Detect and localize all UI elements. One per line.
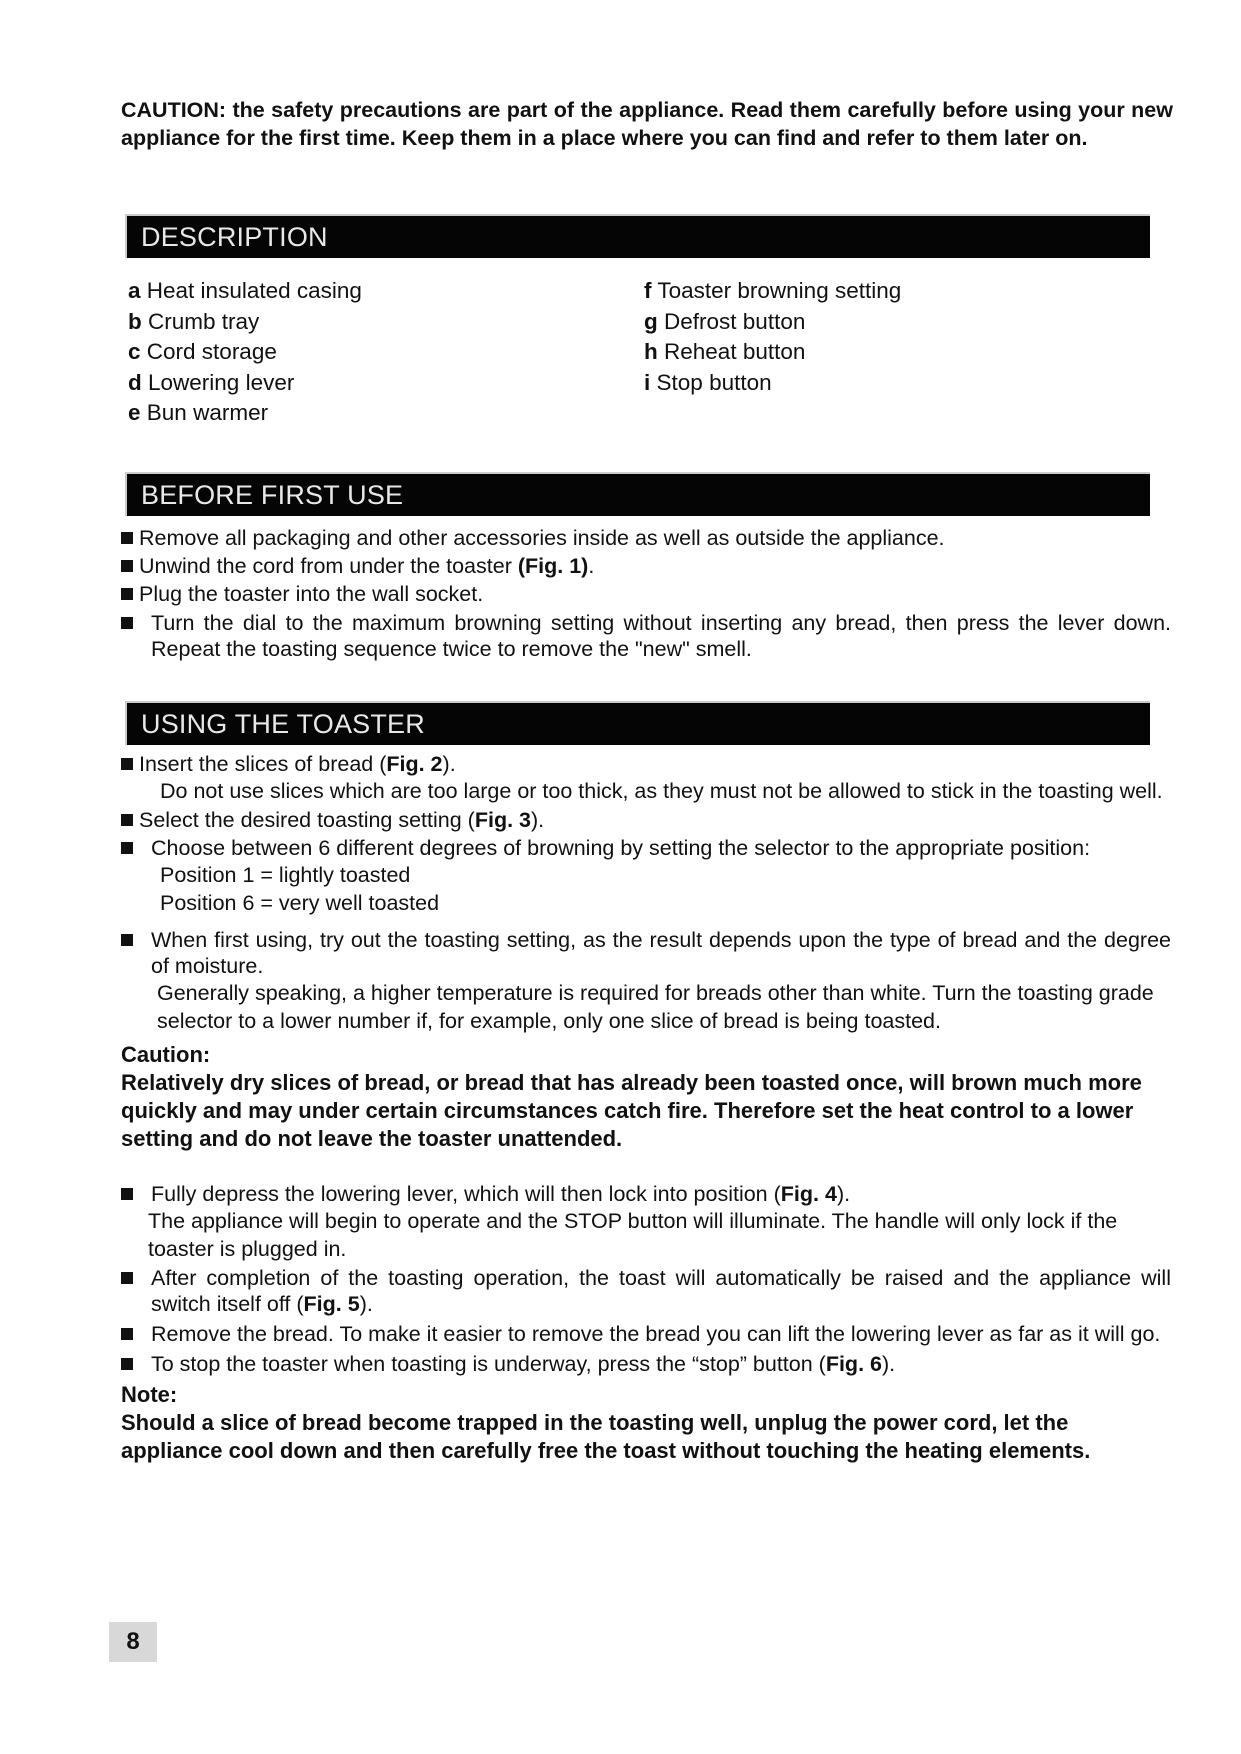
caution-text: Relatively dry slices of bread, or bread that has already been toasted once, will brown much more quickly and may under certain circumstances catch fire. Therefore set the heat control to a lower setting and do not leave the toaster unattended.: [121, 1070, 1142, 1151]
position-6-text: Position 6 = very well toasted: [160, 891, 440, 915]
position-1-text: Position 1 = lightly toasted: [160, 863, 411, 887]
using-toaster-list: [121, 751, 1171, 1465]
note-label: Note:: [121, 1382, 178, 1407]
description-item: f Toaster browning setting: [644, 278, 902, 303]
using-toaster-title: USING THE TOASTER: [141, 709, 425, 739]
caution-label: Caution:: [121, 1042, 211, 1067]
list-item: After completion of the toasting operation, the toast will automatically be raised and the appliance will switch itself off (Fig. 5).: [121, 1265, 1171, 1317]
description-item: i Stop button: [644, 369, 772, 395]
description-item: b Crumb tray: [128, 308, 260, 334]
list-item: Turn the dial to the maximum browning setting without inserting any bread, then press the lever down. Repeat the toasting sequence twice to remove the "new" smell.: [121, 610, 1171, 662]
description-title: DESCRIPTION: [141, 222, 328, 252]
description-item: c Cord storage: [128, 339, 277, 364]
list-item: To stop the toaster when toasting is underway, press the “stop” button (Fig. 6).: [121, 1351, 1171, 1377]
bullet-square-icon: [121, 1272, 133, 1284]
description-header: [125, 214, 1150, 258]
bullet-square-icon: [121, 814, 133, 826]
before-first-use-title: BEFORE FIRST USE: [141, 480, 404, 510]
page-number: 8: [109, 1622, 157, 1662]
description-list-right: [644, 276, 901, 398]
caution-intro: CAUTION: the safety precautions are part of the appliance. Read them carefully before using your new appliance for the first time. Keep them in a place where you can find and refer to them later on.: [121, 98, 1173, 150]
list-item-note: The appliance will begin to operate and the STOP button will illuminate. The handle will only lock if the toaster is plugged in.: [148, 1209, 1118, 1261]
bullet-square-icon: [121, 934, 133, 946]
bullet-square-icon: [121, 1188, 133, 1200]
description-item: g Defrost button: [644, 308, 806, 334]
before-first-use-list: [121, 525, 1171, 662]
description-item: d Lowering lever: [128, 369, 295, 395]
list-item: Plug the toaster into the wall socket.: [121, 581, 1171, 607]
bullet-square-icon: [121, 1328, 133, 1340]
bullet-square-icon: [121, 1358, 133, 1370]
bullet-square-icon: [121, 842, 133, 854]
note-text: Should a slice of bread become trapped in the toasting well, unplug the power cord, let the appliance cool down and then carefully free the toast without touching the heating elements.: [121, 1410, 1091, 1463]
list-item: Choose between 6 different degrees of browning by setting the selector to the appropriate position:: [121, 835, 1171, 861]
list-item: Unwind the cord from under the toaster (Fig. 1).: [121, 553, 1171, 579]
bullet-square-icon: [121, 532, 133, 544]
list-item: Fully depress the lowering lever, which will then lock into position (Fig. 4).: [121, 1181, 1171, 1207]
description-item: h Reheat button: [644, 339, 806, 364]
list-item: Remove the bread. To make it easier to remove the bread you can lift the lowering lever as far as it will go.: [121, 1321, 1171, 1347]
using-toaster-header: [125, 701, 1150, 745]
bullet-square-icon: [121, 560, 133, 572]
description-item: e Bun warmer: [128, 400, 269, 425]
bullet-square-icon: [121, 758, 133, 770]
list-item-note: Generally speaking, a higher temperature is required for breads other than white. Turn the toasting grade selector to a lower number if, for example, only one slice of bread is being toasted.: [157, 981, 1154, 1033]
list-item: Remove all packaging and other accessories inside as well as outside the appliance.: [121, 525, 1171, 551]
description-item: a Heat insulated casing: [128, 278, 362, 303]
before-first-use-header: [125, 472, 1150, 516]
description-list-left: [128, 276, 362, 429]
list-item: Insert the slices of bread (Fig. 2).: [121, 751, 1171, 777]
bullet-square-icon: [121, 617, 133, 629]
list-item-note: Do not use slices which are too large or too thick, as they must not be allowed to stick in the toasting well.: [160, 779, 1163, 803]
list-item: Select the desired toasting setting (Fig. 3).: [121, 807, 1171, 833]
bullet-square-icon: [121, 588, 133, 600]
list-item: When first using, try out the toasting setting, as the result depends upon the type of bread and the degree of moisture.: [121, 927, 1171, 979]
